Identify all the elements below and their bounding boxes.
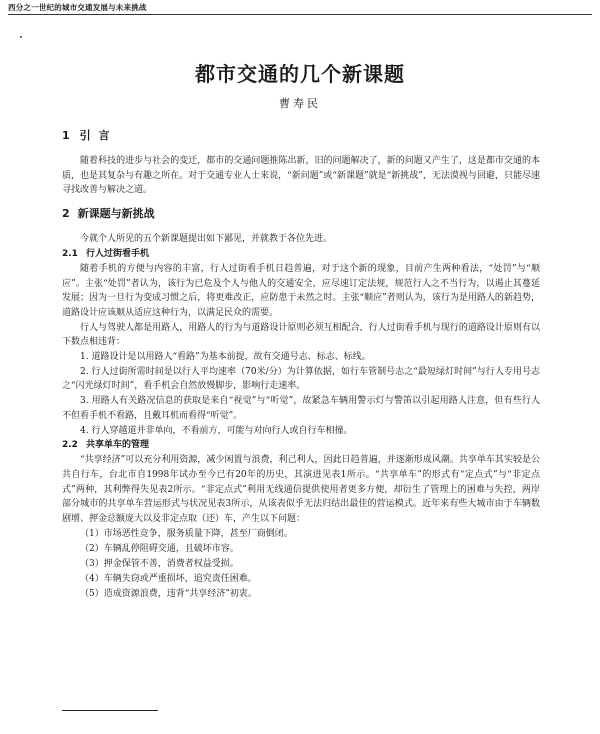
- section-number: 2: [62, 207, 70, 221]
- section-intro-heading: [62, 128, 540, 144]
- footnote-rule: [62, 710, 158, 711]
- paragraph: 行人与驾驶人都是用路人，用路人的行为与道路设计原则必须互相配合，行人过街看手机与现行的道路设计原则有以下数点相违背：: [62, 322, 540, 348]
- page-title: 都市交通的几个新课题: [195, 62, 405, 86]
- section-new-topics-heading: [62, 206, 540, 222]
- author-name: 曹寿民: [279, 97, 321, 110]
- list-item: 4. 行人穿越道并非单向，不看前方，可能与对向行人或自行车相撞。: [80, 425, 353, 436]
- subsection-2-2-heading: [62, 438, 540, 453]
- subsection-title: 行人过街看手机: [85, 248, 149, 259]
- section-title: 引 言: [79, 129, 112, 142]
- list-item: （2）车辆乱停阻碍交通，且破坏市容。: [80, 543, 239, 554]
- running-header: 西分之一世纪的城市交通发展与未来挑战: [8, 3, 147, 12]
- list-item: （5）造成资源浪费，违背“共享经济”初衷。: [80, 588, 257, 599]
- subsection-title: 共享单车的管理: [85, 440, 149, 451]
- article-body: [62, 128, 540, 602]
- header-rule: [8, 14, 592, 15]
- subsection-number: 2.1: [62, 248, 78, 259]
- section-number: 1: [62, 129, 72, 142]
- lead-paragraph: 今就个人所见的五个新课题提出如下鄙见，并就教于各位先进。: [80, 234, 333, 245]
- list-item: （3）押金保管不善，消费者权益受损。: [80, 558, 239, 569]
- subsection-2-1-heading: [62, 247, 540, 262]
- subsection-number: 2.2: [62, 440, 78, 451]
- list-item: 1. 道路设计是以用路人“看路”为基本前提，故有交通号志、标志、标线。: [80, 352, 371, 363]
- paragraph: “共享经济”可以充分利用资源，减少闲置与浪费，利己利人，因此日趋普遍，并逐渐形成风潮。共享单车其实较是公共自行车，台北市自1998年试办至今已有20年的历史，其演进见表1所示。“共享单车”的形式有“定点式”与“非定点式”两种，其利弊得失见表2所示。“非定点式”利用无线通信提供使用者更多方便，却衍生了管理上的困难与失控，两岸部分城市的共享单车营运形式与状况见表3所示，从该表似乎无法归结出最佳的营运模式。近年来有些大城市由于车辆数剧增、押金总额庞大以及非定点取（还）车，产生以下问题：: [62, 455, 540, 525]
- intro-paragraph: 随着科技的进步与社会的变迁，都市的交通问题推陈出新，旧的问题解决了，新的问题又产生了，这是都市交通的本质，也是其复杂与有趣之所在。对于交通专业人士来说，“新问题”或“新课题”就是“新挑战”，无法漠视与回避，只能尽速寻找改善与解决之道。: [62, 156, 540, 196]
- scan-speck: [20, 36, 22, 38]
- list-item: 3. 用路人有关路况信息的获取是来自“视觉”与“听觉”，故紧急车辆用警示灯与警笛以引起用路人注意，但有些行人不但看手机不看路，且戴耳机而看得“听觉”。: [62, 396, 540, 421]
- section-title: 新课题与新挑战: [77, 207, 155, 221]
- list-item: （4）车辆失窃或严重损坏，追究责任困难。: [80, 573, 257, 584]
- paragraph: 随着手机的方便与内容的丰富，行人过街看手机日趋普遍，对于这个新的现象，目前产生两种看法，“处罚”与“顺应”。主张“处罚”者认为，该行为已危及个人与他人的交通安全，应尽速订定法规，规范行人之不当行为，以遏止其蔓延发展；因为一旦行为变成习惯之后，将更难改正，应防患于未然之时。主张“顺应”者则认为，该行为是用路人的新趋势，道路设计应该顺从适应这种行为，以满足民众的需要。: [62, 263, 540, 318]
- list-item: 2. 行人过街所需时间是以行人平均速率（70米/分）为计算依据，如行车管制号志之“最短绿灯时间”与行人专用号志之“闪光绿灯时间”，看手机会自然放慢脚步，影响行走速率。: [62, 366, 540, 392]
- list-item: （1）市场恶性竞争，服务质量下降，甚至厂商倒闭。: [80, 528, 293, 539]
